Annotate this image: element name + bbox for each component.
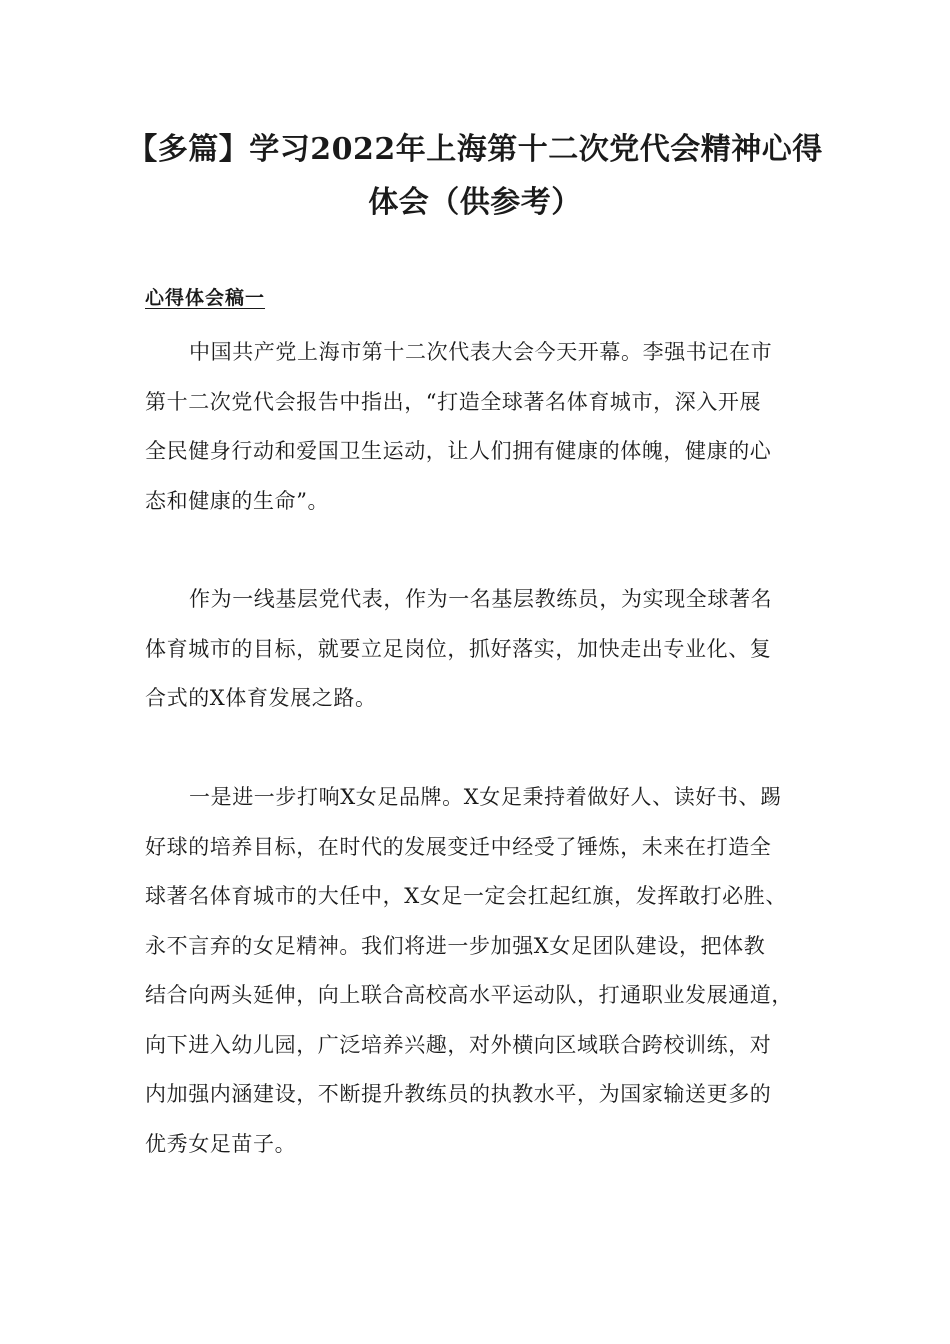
paragraph-line: 向下进入幼儿园，广泛培养兴趣，对外横向区域联合跨校训练，对: [145, 1032, 772, 1057]
paragraph-2: [145, 575, 835, 724]
paragraph-line: 体育城市的目标，就要立足岗位，抓好落实，加快走出专业化、复: [145, 636, 772, 661]
paragraph-1: [145, 328, 835, 526]
paragraph-line: 合式的X体育发展之路。: [145, 686, 377, 710]
document-title-line-1: 【多篇】学习2022年上海第十二次党代会精神心得: [127, 132, 823, 167]
paragraph-line: 一是进一步打响X女足品牌。X女足秉持着做好人、读好书、踢: [189, 785, 782, 809]
paragraph-line: 作为一线基层党代表，作为一名基层教练员，为实现全球著名: [189, 587, 773, 611]
paragraph-line: 优秀女足苗子。: [145, 1131, 297, 1156]
paragraph-3: [145, 773, 835, 1169]
paragraph-line: 结合向两头延伸，向上联合高校高水平运动队，打通职业发展通道，: [145, 983, 793, 1007]
paragraph-line: 第十二次党代会报告中指出，“打造全球著名体育城市，深入开展: [145, 389, 762, 414]
section-heading: 心得体会稿一: [145, 287, 266, 309]
paragraph-line: 内加强内涵建设，不断提升教练员的执教水平，为国家输送更多的: [145, 1082, 772, 1106]
paragraph-line: 全民健身行动和爱国卫生运动，让人们拥有健康的体魄，健康的心: [145, 439, 772, 463]
paragraph-line: 态和健康的生命”。: [145, 488, 330, 513]
paragraph-line: 中国共产党上海市第十二次代表大会今天开幕。李强书记在市: [189, 340, 773, 364]
document-title-line-2: 体会（供参考）: [368, 185, 582, 220]
paragraph-line: 球著名体育城市的大任中，X女足一定会扛起红旗，发挥敢打必胜、: [145, 884, 787, 908]
paragraph-line: 永不言弃的女足精神。我们将进一步加强X女足团队建设，把体教: [145, 933, 766, 958]
paragraph-line: 好球的培养目标，在时代的发展变迁中经受了锤炼，未来在打造全: [145, 834, 772, 859]
